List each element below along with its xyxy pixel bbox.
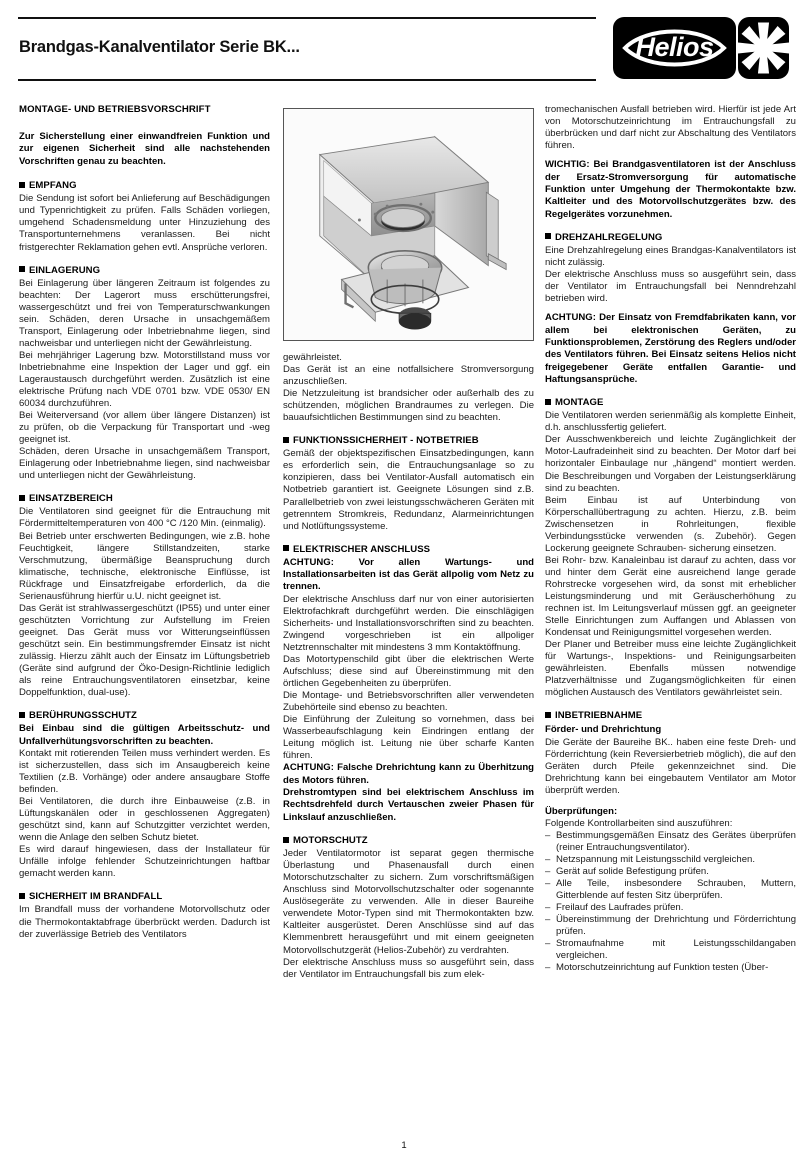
paragraph: Das Gerät ist an eine notfallsichere Stromversorgung anzuschließen. xyxy=(283,364,534,388)
header-rule-top xyxy=(18,17,596,19)
checklist-intro: Folgende Kontrollarbeiten sind auszuführen: xyxy=(545,817,733,829)
list-item: – Netzspannung mit Leistungsschild vergleichen. xyxy=(545,854,796,866)
spacer xyxy=(545,305,796,312)
section-heading-montage: MONTAGE xyxy=(545,397,796,409)
section-heading-drehzahlregelung: DREHZAHLREGELUNG xyxy=(545,232,796,244)
list-item: – Motorschutzeinrichtung auf Funktion testen (Über- xyxy=(545,962,796,974)
list-item: – Gerät auf solide Befestigung prüfen. xyxy=(545,866,796,878)
paragraph: Die Montage- und Betriebsvorschriften aller verwendeten Zubehörteile sind ebenso zu beachten. xyxy=(283,690,534,714)
fan-impeller-icon xyxy=(738,17,789,79)
paragraph: Die Sendung ist sofort bei Anlieferung auf Beschädigungen und Typenrichtigkeit zu prüfen. Falls Schäden vorliegen, umgehend Schadensmeldung unter Hinzuziehung des Transportunternehmens veranlassen. Bei nicht fristgerechter Reklamation gehen evtl. Ansprüche verloren. xyxy=(19,193,270,253)
section-heading-beruehrungsschutz: BERÜHRUNGSSCHUTZ xyxy=(19,710,270,722)
square-bullet-icon xyxy=(283,837,289,843)
section-heading-funktionssicherheit: FUNKTIONSSICHERHEIT - NOTBETRIEB xyxy=(283,435,534,447)
section-heading-elektrischer-anschluss: ELEKTRISCHER ANSCHLUSS xyxy=(283,544,534,556)
paragraph: Es wird darauf hingewiesen, dass der Installateur für Unfälle infolge fehlender Schutzeinrichtungen haftbar gemacht werden kann. xyxy=(19,844,270,880)
bold-important-notice: WICHTIG: Bei Brandgasventilatoren ist der Anschluss der Ersatz-Stromversorgung für automatische Funktion unter Umgehung der Thermokontakte bzw. Kaltleiter und des Motorvollschutzgerätes bzw. des Regelgerätes vorzunehmen. xyxy=(545,159,796,220)
logo-icon-plate xyxy=(738,17,789,79)
paragraph: Eine Drehzahlregelung eines Brandgas-Kanalventilators ist nicht zulässig. xyxy=(545,244,796,268)
list-item: – Freilauf des Laufrades prüfen. xyxy=(545,902,796,914)
subsection-heading-foerder-drehrichtung: Förder- und Drehrichtung xyxy=(545,724,662,736)
paragraph: Bei Einlagerung über längeren Zeitraum ist folgendes zu beachten: Der Lagerort muss erschütterungsfrei, wassergeschützt und frei von Temperaturschwankungen sein. Schäden, deren Ursache in unsachgemäßem Transport, Einlagerung oder Inbetriebnahme liegen, sind nachweisbar und unterliegen nicht der Gewährleistung. xyxy=(19,277,270,349)
bold-notice: Bei Einbau sind die gültigen Arbeitsschutz- und Unfallverhütungsvorschriften zu beachten. xyxy=(19,723,270,747)
paragraph: Kontakt mit rotierenden Teilen muss verhindert werden. Es ist sicherzustellen, dass sich im Ansaugbereich keine Textilien (z.B. Vorhänge) oder andere ansaugbare Stoffe befinden. xyxy=(19,747,270,796)
square-bullet-icon xyxy=(19,266,25,272)
column-middle xyxy=(283,352,534,981)
bold-warning: Drehstromtypen sind bei elektrischem Anschluss im Rechtsdrehfeld durch Vertauschen zweier Phasen für Linkslauf anzuschließen. xyxy=(283,787,534,823)
list-item: – Bestimmungsgemäßen Einsatz des Gerätes überprüfen (reiner Entrauchungsventilator). xyxy=(545,830,796,854)
paragraph: Der Planer und Betreiber muss eine leichte Zugänglichkeit für Wartungs-, Inspektions- und Reinigungsarbeiten gewährleisten. Ebenfalls müssen notwendige Platzverhältnisse und Zugangsmöglichkeiten für einen möglichen Austausch des Ventilators gewährleistet sein. xyxy=(545,639,796,699)
inspection-checklist xyxy=(545,830,796,975)
paragraph: Bei mehrjähriger Lagerung bzw. Motorstillstand muss vor Inbetriebnahme eine Inspektion der Lager und ggf. ein Lageraustausch durchgeführt werden. Zusätzlich ist eine elektrische Prüfung nach VDE 0701 bzw. VDE 0530/ EN 60034 durchzuführen. xyxy=(19,349,270,410)
paragraph: Beim Einbau ist auf Unterbindung von Körperschallübertragung zu achten. Hierzu, z.B. beim Zwischensetzen in Rohrleitungen, flexible Verbindungsstücke verwenden (s. Zubehör). Gegen Lockerung geeignete Schrauben- sicherung einsetzen. xyxy=(545,494,796,554)
paragraph: Gemäß der objektspezifischen Einsatzbedingungen, kann es erforderlich sein, die Entrauchungsanlage so zu konzipieren, dass bei Ventilator-Ausfall automatisch ein Notbetrieb garantiert ist. Geeignete Lösungen sind z.B. Parallelbetrieb von zwei leistungsschwächeren Geräten mit getrenntem Stromkreis, Redundanz, Alarmeinrichtungen und Notlüftungssysteme. xyxy=(283,448,534,532)
paragraph: Schäden, deren Ursache in unsachgemäßem Transport, Einlagerung oder Inbetriebnahme liegen, sind nachweisbar und unterliegen nicht der Gewährleistung. xyxy=(19,446,270,482)
paragraph: Bei Ventilatoren, die durch ihre Einbauweise (z.B. in Lüftungskanälen oder in geschlossenen Aggregaten) geschützt sind, kann auf Schutzgitter verzichtet werden, wenn die Anlage den selben Schutz bietet. xyxy=(19,796,270,844)
paragraph: Die Ventilatoren sind geeignet für die Entrauchung mit Fördermitteltemperaturen von 400 °C /120 Min. (einmalig). xyxy=(19,506,270,530)
paragraph-continued: tromechanischen Ausfall betrieben wird. Hierfür ist jede Art von Motorschutzeinrichtung im Entrauchungsfall zu überbrücken und darf nicht zur Abschaltung des Ventilators führen. xyxy=(545,104,796,152)
paragraph: Bei Betrieb unter erschwerten Bedingungen, wie z.B. hohe Feuchtigkeit, längere Stillstandzeiten, starke Verschmutzung, übermäßige Beanspruchung durch klimatische, technische, elektronische Einflüsse, ist Rückfrage und Einsatzfreigabe erforderlich, da die Serienausführung hierfür u.U. nicht geeignet ist. xyxy=(19,530,270,602)
square-bullet-icon xyxy=(19,893,25,899)
page-footer xyxy=(0,1140,808,1151)
square-bullet-icon xyxy=(283,545,289,551)
section-heading-inbetriebnahme: INBETRIEBNAHME xyxy=(545,710,796,722)
page-header xyxy=(0,0,808,92)
header-rule-bottom xyxy=(18,79,596,81)
paragraph: Die Einführung der Zuleitung so vornehmen, dass bei Wasserbeaufschlagung kein Eindringen entlang der Leitung möglich ist. Leitung nie über scharfe Kanten führen. xyxy=(283,714,534,762)
section-heading-sicherheit-im-brandfall: SICHERHEIT IM BRANDFALL xyxy=(19,891,270,903)
paragraph: Die Netzzuleitung ist brandsicher oder außerhalb des zu schützenden, möglichen Brandraumes zu verlegen. Die bauaufsichtlichen Bestimmungen sind zu beachten. xyxy=(283,388,534,424)
page-number: 1 xyxy=(401,1140,407,1151)
square-bullet-icon xyxy=(545,712,551,718)
section-heading-empfang: EMPFANG xyxy=(19,180,270,192)
paragraph: Der Ausschwenkbereich und leichte Zugänglichkeit der Motor-Laufradeinheit sind zu beachten. Der Motor darf bei horizontaler Einbaulage nur „hängend“ montiert werden. Die Beschreibungen und Vorgaben der Leistungserklärung sind zu beachten. xyxy=(545,434,796,494)
subsection-heading-ueberpruefungen: Überprüfungen: xyxy=(545,805,618,817)
section-heading-motorschutz: MOTORSCHUTZ xyxy=(283,835,534,847)
product-illustration xyxy=(284,109,533,340)
paragraph: Im Brandfall muss der vorhandene Motorvollschutz oder die Thermokontaktabfrage überbrückt werden. Dadurch ist der zuverlässige Betrieb des Ventilators xyxy=(19,904,270,940)
square-bullet-icon xyxy=(19,712,25,718)
column-right xyxy=(545,104,796,974)
paragraph: Der elektrische Anschluss darf nur von einer autorisierten Elektrofachkraft durchgeführt werden. Die einschlägigen Sicherheits- und Installationsvorschriften sind zu beachten. Zwingend vorgeschrieben ist ein allpoliger Netztrennschalter mit mindestens 3 mm Kontaktöffnung. xyxy=(283,593,534,653)
paragraph: Die Geräte der Baureihe BK.. haben eine feste Dreh- und Förderrichtung (kein Reversierbetrieb möglich), die auf den Geräten durch Pfeile gekennzeichnet sind. Die Drehrichtung kann bei eingebautem Ventilator am Motor überprüft werden. xyxy=(545,736,796,796)
bold-warning: ACHTUNG: Vor allen Wartungs- und Installationsarbeiten ist das Gerät allpolig vom Netz zu trennen. xyxy=(283,556,534,593)
square-bullet-icon xyxy=(19,495,25,501)
section-heading-einlagerung: EINLAGERUNG xyxy=(19,265,270,277)
paragraph: Der elektrische Anschluss muss so ausgeführt sein, dass der Ventilator im Entrauchungsfall bis zum elek- xyxy=(283,956,534,980)
paragraph: Bei Rohr- bzw. Kanaleinbau ist darauf zu achten, dass vor und hinter dem Gerät eine ausreichend lange gerade Rohrstrecke vorgesehen wird, da sonst mit erheblicher Leistungsminderung und mit Geräuscherhöhung zu rechnen ist. Im Leitungsverlauf müssen ggf. an geeigneter Stelle Einrichtungen zum Auffangen und Ablassen von Kondensat und Reinigungsmittel vorgesehen werden. xyxy=(545,554,796,639)
column-left xyxy=(19,104,270,941)
spacer xyxy=(545,797,796,804)
section-heading-einsatzbereich: EINSATZBEREICH xyxy=(19,493,270,505)
list-item: – Alle Teile, insbesondere Schrauben, Muttern, Gitterblende auf festen Sitz überprüfen. xyxy=(545,878,796,902)
spacer xyxy=(545,152,796,159)
paragraph: Jeder Ventilatormotor ist separat gegen thermische Überlastung und Phasenausfall durch einen Motorschutzschalter zu sichern. Zum vorschriftsmäßigen Anschluss sind Motorvollschutzschalter oder sogenannte Auslösegeräte zu verwenden. Alle in dieser Baureihe verwendete Motor-Typen sind mit Thermokontakten bzw. Kaltleiter ausgerüstet. Deren Anschlüsse sind auf das Klemmenbrett herausgeführt und mit einem geeigneten Motorvollschutzgerät (Helios-Zubehör) zu verdrahten. xyxy=(283,848,534,956)
list-item: – Übereinstimmung der Drehrichtung und Förderrichtung prüfen. xyxy=(545,914,796,938)
square-bullet-icon xyxy=(283,437,289,443)
square-bullet-icon xyxy=(545,399,551,405)
paragraph-continued: gewährleistet. xyxy=(283,352,342,363)
helios-logo xyxy=(613,17,789,79)
lead-paragraph: Zur Sicherstellung einer einwandfreien Funktion und zur eigenen Sicherheit sind alle nachstehenden Vorschriften genau zu beachten. xyxy=(19,131,270,167)
paragraph: Die Ventilatoren werden serienmäßig als komplette Einheit, d.h. anschlussfertig geliefert. xyxy=(545,410,796,434)
square-bullet-icon xyxy=(19,182,25,188)
bold-warning: ACHTUNG: Falsche Drehrichtung kann zu Überhitzung des Motors führen. xyxy=(283,762,534,786)
bold-warning: ACHTUNG: Der Einsatz von Fremdfabrikaten kann, vor allem bei elektronischen Geräten, zu Funktionsproblemen, Zerstörung des Reglers und/oder des Ventilators führen. Bei Einsatz seitens Helios nicht freigegebener Geräte entfallen Garantie- und Haftungsansprüche. xyxy=(545,312,796,385)
paragraph: Bei Weiterversand (vor allem über längere Distanzen) ist zu prüfen, ob die Verpackung für Transportart und -weg geeignet ist. xyxy=(19,410,270,446)
paragraph: Der elektrische Anschluss muss so ausgeführt sein, dass der Ventilator im Entrauchungsfall bei Nenndrehzahl betrieben wird. xyxy=(545,269,796,305)
logo-wordmark-text: Helios xyxy=(635,31,714,62)
paragraph: Das Motortypenschild gibt über die elektrischen Werte Aufschluss; diese sind auf Übereinstimmung mit den örtlichen Gegebenheiten zu überprüfen. xyxy=(283,653,534,690)
duct-fan-product-photo xyxy=(283,108,534,341)
paragraph: Das Gerät ist strahlwassergeschützt (IP55) und unter einer geschützten Vorrichtung zur Aufstellung im Freien geeignet. Das Gerät muss vor Witterungseinflüssen geschützt sein. Ein bestimmungsfremder Einsatz ist nicht zulässig. Hierzu zählt auch der Einsatz im Lüftungsbetrieb (Geräte sind aufgrund der Öko-Design-Richtlinie lediglich als reine Entrauchungsventilatoren einsetzbar, keine Doppelfunktion, dual-use). xyxy=(19,602,270,699)
square-bullet-icon xyxy=(545,233,551,239)
page-title: Brandgas-Kanalventilator Serie BK... xyxy=(19,38,300,56)
document-subtitle: MONTAGE- UND BETRIEBSVORSCHRIFT xyxy=(19,104,211,115)
list-item: – Stromaufnahme mit Leistungsschildangaben vergleichen. xyxy=(545,938,796,962)
